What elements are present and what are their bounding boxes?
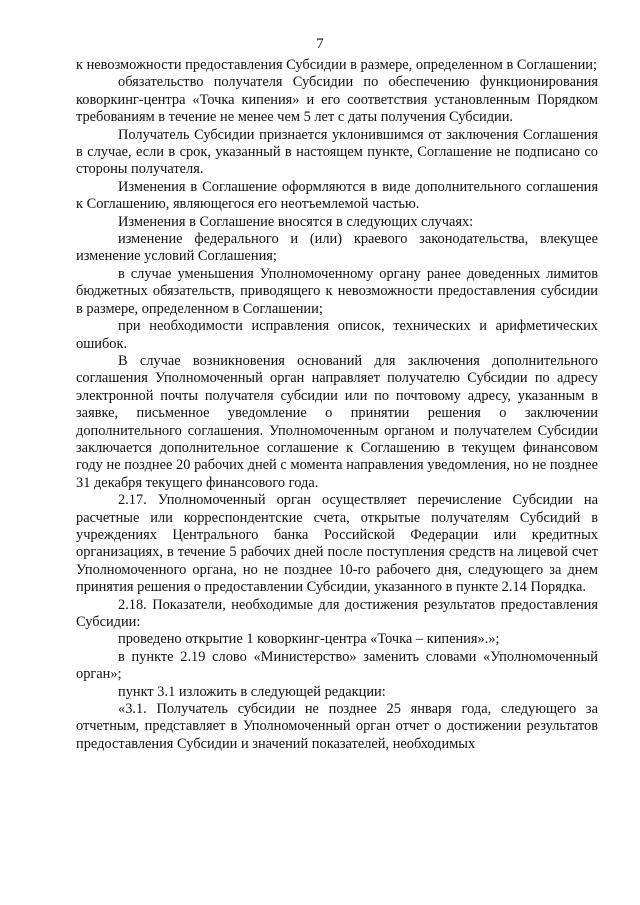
page-number: 7 [316,36,324,52]
paragraph-obligation: обязательство получателя Субсидии по обеспечению функционирования коворкинг-центра «Точка кипения» и его соответствия установленным Порядком требованиям в течение не менее чем 5 лет с даты получения Субсидии. [76,74,598,126]
paragraph-case-limits: в случае уменьшения Уполномоченному органу ранее доведенных лимитов бюджетных обязательств, приводящего к невозможности предоставления субсидии в размере, определенном в Соглашении; [76,265,598,317]
paragraph-amendments-form: Изменения в Соглашение оформляются в виде дополнительного соглашения к Соглашению, являющегося его неотъемлемой частью. [76,178,598,213]
paragraph-2-19: в пункте 2.19 слово «Министерство» заменить словами «Уполномоченный орган»; [76,648,598,683]
paragraph-3-1-intro: пункт 3.1 изложить в следующей редакции: [118,683,386,700]
document-body [76,57,598,753]
paragraph-continuation: к невозможности предоставления Субсидии в размере, определенном в Соглашении; [76,57,597,73]
paragraph-2-18: 2.18. Показатели, необходимые для достижения результатов предоставления Субсидии: [76,596,598,630]
paragraph-amendments-cases: Изменения в Соглашение вносятся в следующих случаях: [118,213,474,230]
paragraph-3-1-text: «3.1. Получатель субсидии не позднее 25 января года, следующего за отчетным, представляет в Уполномоченный орган отчет о достижении результатов предоставления Субсидии и значений показателей, необходимых [76,701,598,752]
paragraph-case-legislation: изменение федерального и (или) краевого законодательства, влекущее изменение условий Соглашения; [76,231,598,265]
paragraph-notification: В случае возникновения оснований для заключения дополнительного соглашения Уполномоченный орган направляет получателю Субсидии по адресу электронной почты получателя субсидии или по почтовому адресу, указанным в заявке, письменное уведомление о принятии решения о заключении дополнительного соглашения. Уполномоченным органом и получателем Субсидии заключается дополнительное соглашение к Соглашению в текущем финансовом году не позднее 20 рабочих дней с момента направления уведомления, но не позднее 31 декабря текущего финансового года. [76,352,598,491]
paragraph-case-errors: при необходимости исправления описок, технических и арифметических ошибок. [76,318,598,352]
paragraph-indicator: проведено открытие 1 коворкинг-центра «Точка – кипения».»; [118,631,500,648]
paragraph-2-17: 2.17. Уполномоченный орган осуществляет перечисление Субсидии на расчетные или корреспондентские счета, открытые получателям Субсидий в учреждениях Центрального банка Российской Федерации или кредитных организациях, в течение 5 рабочих дней после поступления средств на лицевой счет Уполномоченного органа, но не позднее 10-го рабочего дня, следующего за днем принятия решения о предоставлении Субсидии, указанного в пункте 2.14 Порядка. [76,492,598,596]
paragraph-evasion: Получатель Субсидии признается уклонившимся от заключения Соглашения в случае, если в срок, указанный в настоящем пункте, Соглашение не подписано со стороны получателя. [76,126,598,178]
